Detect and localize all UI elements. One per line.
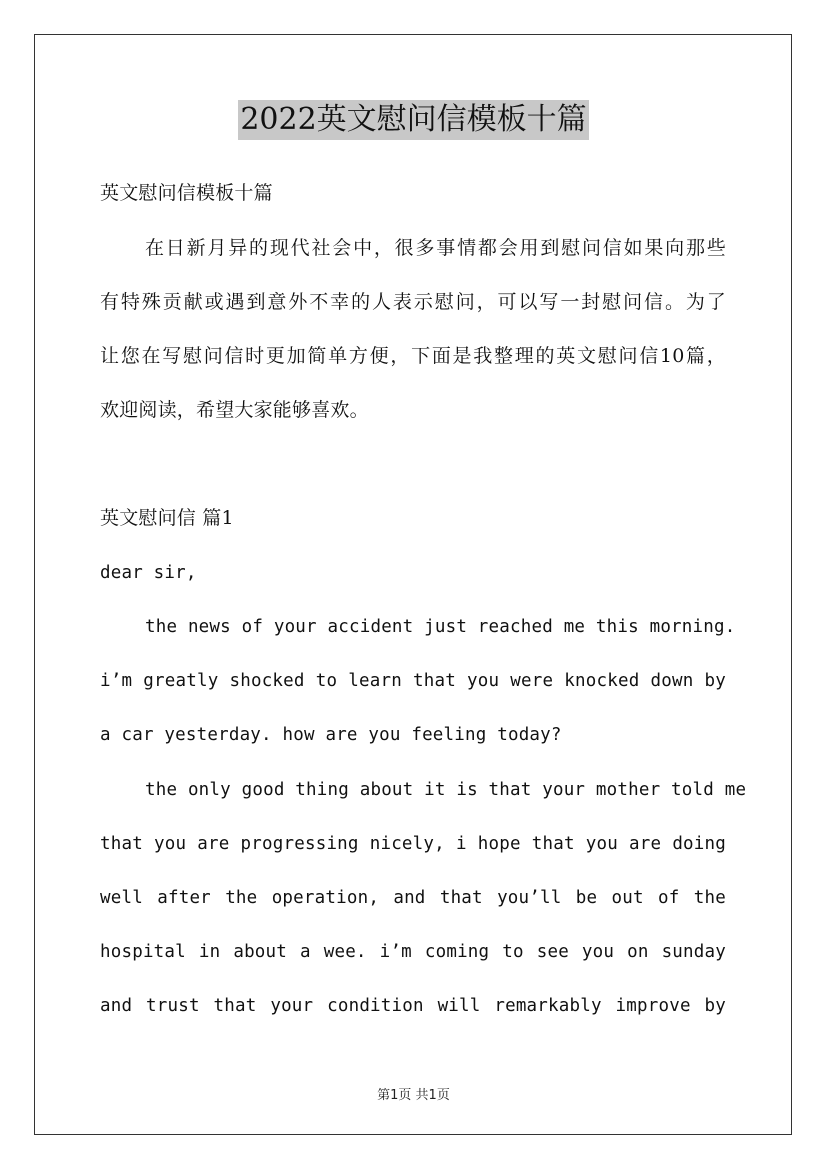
section-heading: 英文慰问信 篇1 — [100, 507, 234, 529]
letter-line: hospital in about a wee. i’m coming to see you on sunday — [100, 942, 726, 962]
letter-salutation: dear sir, — [100, 563, 197, 583]
letter-line: well after the operation, and that you’ll be out of the — [100, 888, 726, 908]
letter-line: i’m greatly shocked to learn that you were knocked down by — [100, 671, 726, 691]
letter-line: the news of your accident just reached me this morning. — [145, 617, 736, 637]
letter-line: and trust that your condition will remarkably improve by — [100, 996, 726, 1016]
letter-line: a car yesterday. how are you feeling today? — [100, 725, 562, 745]
document-title: 2022英文慰问信模板十篇 — [238, 100, 588, 140]
document-title-wrap — [0, 100, 827, 140]
intro-line: 在日新月异的现代社会中，很多事情都会用到慰问信如果向那些 — [145, 237, 726, 259]
letter-line: that you are progressing nicely, i hope that you are doing — [100, 834, 726, 854]
intro-line: 让您在写慰问信时更加简单方便，下面是我整理的英文慰问信10篇， — [100, 345, 726, 367]
intro-line: 有特殊贡献或遇到意外不幸的人表示慰问，可以写一封慰问信。为了 — [100, 291, 726, 313]
letter-line: the only good thing about it is that your mother told me — [145, 780, 747, 800]
document-subtitle: 英文慰问信模板十篇 — [100, 182, 273, 204]
page-footer: 第1页 共1页 — [377, 1088, 450, 1103]
intro-line: 欢迎阅读，希望大家能够喜欢。 — [100, 399, 369, 421]
